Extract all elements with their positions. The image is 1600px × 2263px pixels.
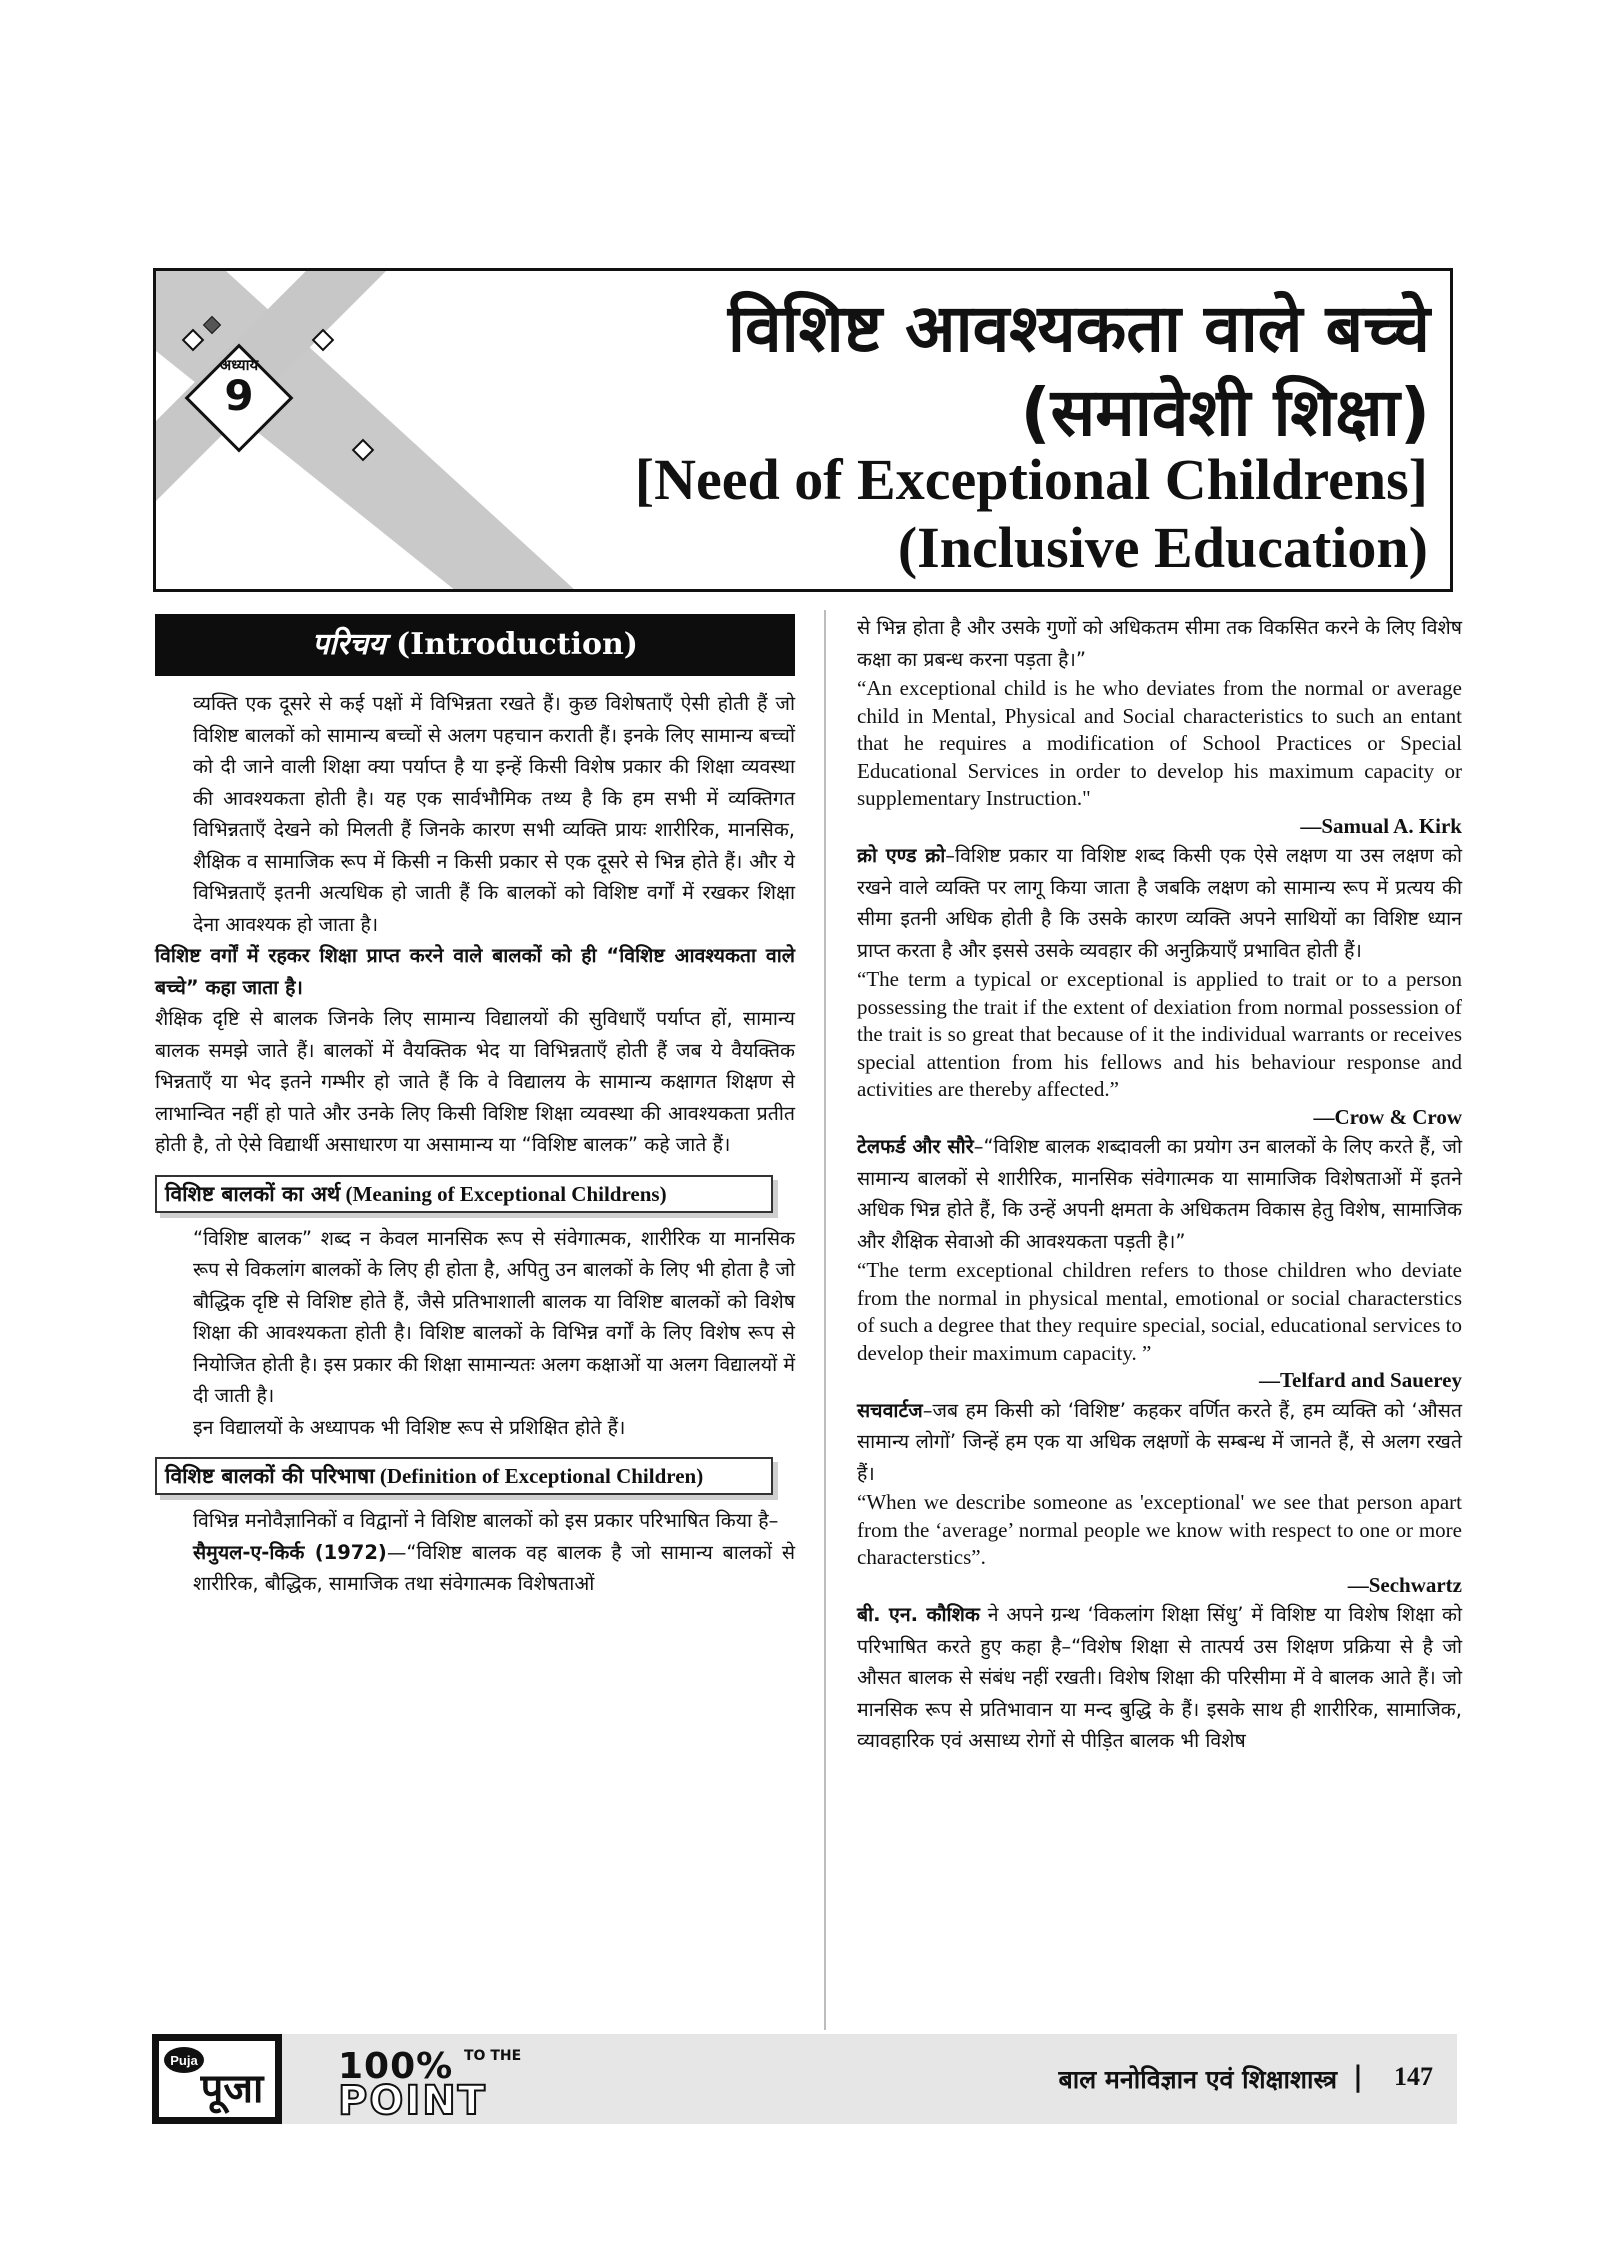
intro-heading: [155, 614, 795, 676]
intro-paragraph: व्यक्ति एक दूसरे से कई पक्षों में विभिन्नता रखते हैं। कुछ विशेषताएँ ऐसी होती हैं जो विशिष्ट बालकों को सामान्य बच्चों से अलग पहचान कराती हैं। इनके लिए सामान्य बच्चों को दी जाने वाली शिक्षा क्या पर्याप्त है या इन्हें किसी विशेष प्रकार की शिक्षा व्यवस्था की आवश्यकता होती है। यह एक सार्वभौमिक तथ्य है कि हम सभी में व्यक्तिगत विभिन्नताएँ देखने को मिलती हैं जिनके कारण सभी व्यक्ति प्रायः शारीरिक, मानसिक, शैक्षिक व सामाजिक रूप में किसी न किसी प्रकार से एक दूसरे से भिन्न होते हैं। और ये विभिन्नताएँ इतनी अत्यधिक हो जाती हैं कि बालकों को विशिष्ट वर्गों में रखकर शिक्षा देना आवश्यक हो जाता है।: [193, 692, 795, 936]
footer-subject: बाल मनोविज्ञान एवं शिक्षाशास्त्र: [1058, 2065, 1337, 2094]
telford-author: —Telfard and Sauerey: [1258, 1368, 1462, 1392]
chapter-title-hindi: विशिष्ट आवश्यकता वाले बच्चे: [727, 290, 1430, 367]
chapter-header: [153, 268, 1453, 592]
tagline-percent: 100%: [338, 2046, 454, 2087]
meaning-heading-english: (Meaning of Exceptional Childrens): [340, 1181, 667, 1206]
footer-separator: |: [1352, 2060, 1363, 2093]
tagline-to-the: TO THE: [464, 2048, 522, 2064]
definition-heading-english: (Definition of Exceptional Children): [374, 1464, 704, 1488]
kirk-definition-continued: से भिन्न होता है और उसके गुणों को अधिकतम सीमा तक विकसित करने के लिए विशेष कक्षा का प्रबन्ध करना पड़ता है।”: [857, 616, 1462, 671]
logo-main-text: पूजा: [200, 2066, 264, 2112]
kaushik-label: बी. एन. कौशिक: [857, 1603, 980, 1626]
definition-paragraph: विभिन्न मनोवैज्ञानिकों व विद्वानों ने विशिष्ट बालकों को इस प्रकार परिभाषित किया है–: [193, 1509, 779, 1532]
page-number: 147: [1394, 2062, 1433, 2091]
crow-label: क्रो एण्ड क्रो: [857, 844, 946, 867]
right-column: [857, 612, 1462, 1757]
kaushik-text: ने अपने ग्रन्थ ‘विकलांग शिक्षा सिंधु’ में विशिष्ट या विशेष शिक्षा को परिभाषित करते हुए कहा है–“विशेष शिक्षा से तात्पर्य उस शिक्षण प्रक्रिया से है जो औसत बालक से संबंध नहीं रखती। विशेष शिक्षा की परिसीमा में वे बालक आते हैं। जो मानसिक रूप से प्रतिभावान या मन्द बुद्धि के हैं। इसके साथ ही शारीरिक, सामाजिक, व्यावहारिक एवं असाध्य रोगों से पीड़ित बालक भी विशेष: [857, 1603, 1463, 1752]
puja-logo: [152, 2034, 282, 2124]
intro-paragraph-2: शैक्षिक दृष्टि से बालक जिनके लिए सामान्य विद्यालयों की सुविधाएँ पर्याप्त हों, सामान्य बालक समझे जाते हैं। बालकों में वैयक्तिक भेद या विभिन्नताएँ होती हैं जब ये वैयक्तिक भिन्नताएँ या भेद इतने गम्भीर हो जाते हैं कि वे विद्यालय के सामान्य कक्षागत शिक्षण से लाभान्वित नहीं हो पाते और उनके लिए किसी विशिष्ट शिक्षा व्यवस्था की आवश्यकता प्रतीत होती है, तो ऐसे विद्यार्थी असाधारण या असामान्य या “विशिष्ट बालक” कहे जाते हैं।: [155, 1007, 795, 1156]
kirk-definition-hindi: [155, 1537, 795, 1600]
definition-heading: [155, 1457, 773, 1495]
meaning-paragraph-2: इन विद्यालयों के अध्यापक भी विशिष्ट रूप से प्रशिक्षित होते हैं।: [193, 1415, 626, 1439]
chapter-subtitle-english: (Inclusive Education): [897, 515, 1428, 580]
telford-label: टेलफर्ड और सौरे: [857, 1135, 974, 1158]
kirk-label: सैमुयल-ए-किर्क (1972): [193, 1540, 387, 1564]
tagline-point: POINT: [338, 2078, 487, 2124]
definition-heading-hindi: विशिष्ट बालकों की परिभाषा: [165, 1464, 375, 1488]
chapter-number: 9: [224, 371, 254, 420]
sechwartz-label: सचवार्टज: [857, 1398, 923, 1422]
left-column: [155, 612, 795, 1600]
sechwartz-definition: [857, 1395, 1462, 1490]
intro-heading-english: (Introduction): [385, 627, 638, 662]
chapter-title-english: [Need of Exceptional Childrens]: [634, 447, 1428, 512]
kaushik-definition: [857, 1599, 1462, 1757]
page-footer: [152, 2034, 1457, 2124]
sechwartz-quote-english: “When we describe someone as 'exceptional' we see that person apart from the ‘average’ normal people we know with respect to one or more characterstics”.: [857, 1490, 1462, 1569]
sechwartz-text: –जब हम किसी को ‘विशिष्ट’ कहकर वर्णित करते हैं, हम व्यक्ति को ‘औसत सामान्य लोगों’ जिन्हें हम एक या अधिक लक्षणों के सम्बन्ध में जानते हैं, से अलग रखते हैं।: [857, 1398, 1462, 1485]
kirk-author: —Samual A. Kirk: [1300, 813, 1462, 838]
crow-text: –विशिष्ट प्रकार या विशिष्ट शब्द किसी एक ऐसे लक्षण या उस लक्षण को रखने वाले व्यक्ति पर लागू किया जाता है जबकि लक्षण को सामान्य रूप में प्रत्यय की सीमा इतनी अधिक होती है कि उसके कारण व्यक्ति अपने साथियों का विशिष्ट ध्यान प्राप्त करता है और इससे उसके व्यवहार की अनुक्रियाएँ प्रभावित होती हैं।: [857, 844, 1462, 962]
crow-author: —Crow & Crow: [1313, 1104, 1462, 1129]
telford-text: –“विशिष्ट बालक शब्दावली का प्रयोग उन बालकों के लिए करते हैं, जो सामान्य बालकों से शारीरिक, मानसिक संवेगात्मक या सामाजिक विशेषताओं में इतने अधिक भिन्न होते हैं, कि उन्हें अपनी क्षमता के अधिकतम विकास हेतु विशेष, सामाजिक और शैक्षिक सेवाओ की आवश्यकता पड़ती है।”: [857, 1135, 1462, 1253]
chapter-label: अध्याय: [219, 356, 259, 374]
kirk-quote-english: “An exceptional child is he who deviates from the normal or average child in Mental, Physical and Social characteristics to such an entant that he requires a modification of School Practices or Special Educational Services in order to develop his maximum capacity or supplementary Instruction.": [857, 676, 1462, 810]
crow-quote-english: “The term a typical or exceptional is applied to trait or to a person possessing the trait if the extent of dexiation from normal possession of the trait is so great that because of it the individual warrants or receives special attention from his fellows and his behaviour response and activities are thereby affected.”: [857, 967, 1462, 1101]
chapter-subtitle-hindi: (समावेशी शिक्षा): [1020, 374, 1430, 451]
logo-small-text: Puja: [170, 2053, 198, 2068]
crow-definition: [857, 840, 1462, 966]
kirk-text: —“विशिष्ट बालक वह बालक है जो सामान्य बालकों से शारीरिक, बौद्धिक, सामाजिक तथा संवेगात्मक विशेषताओं: [193, 1540, 795, 1595]
telford-definition: [857, 1131, 1462, 1257]
meaning-heading: [155, 1175, 773, 1213]
column-divider: [824, 610, 826, 2030]
chapter-decoration: [156, 271, 576, 591]
meaning-heading-hindi: विशिष्ट बालकों का अर्थ: [165, 1181, 341, 1206]
sechwartz-author: —Sechwartz: [1347, 1572, 1462, 1597]
intro-bold-statement: विशिष्ट वर्गों में रहकर शिक्षा प्राप्त करने वाले बालकों को ही “विशिष्ट आवश्यकता वाले बच्चे” कहा जाता है।: [155, 944, 795, 999]
meaning-paragraph: “विशिष्ट बालक” शब्द न केवल मानसिक रूप से संवेगात्मक, शारीरिक या मानसिक रूप से विकलांग बालकों के लिए ही होता है, अपितु उन बालकों के लिए भी होता है जो बौद्धिक दृष्टि से विशिष्ट होते हैं, जैसे प्रतिभाशाली बालक या विशिष्ट बालकों को विशेष शिक्षा की आवश्यकता होती है। विशिष्ट बालकों के विभिन्न वर्गों के लिए विशेष रूप से नियोजित होती है। इस प्रकार की शिक्षा सामान्यतः अलग कक्षाओं या अलग विद्यालयों में दी जाती है।: [193, 1226, 796, 1407]
telford-quote-english: “The term exceptional children refers to those children who deviate from the normal in physical mental, emotional or social characterstics of such a degree that they require special, social, educational services to develop their maximum capacity. ”: [857, 1258, 1462, 1365]
intro-heading-hindi: परिचय: [311, 627, 386, 662]
